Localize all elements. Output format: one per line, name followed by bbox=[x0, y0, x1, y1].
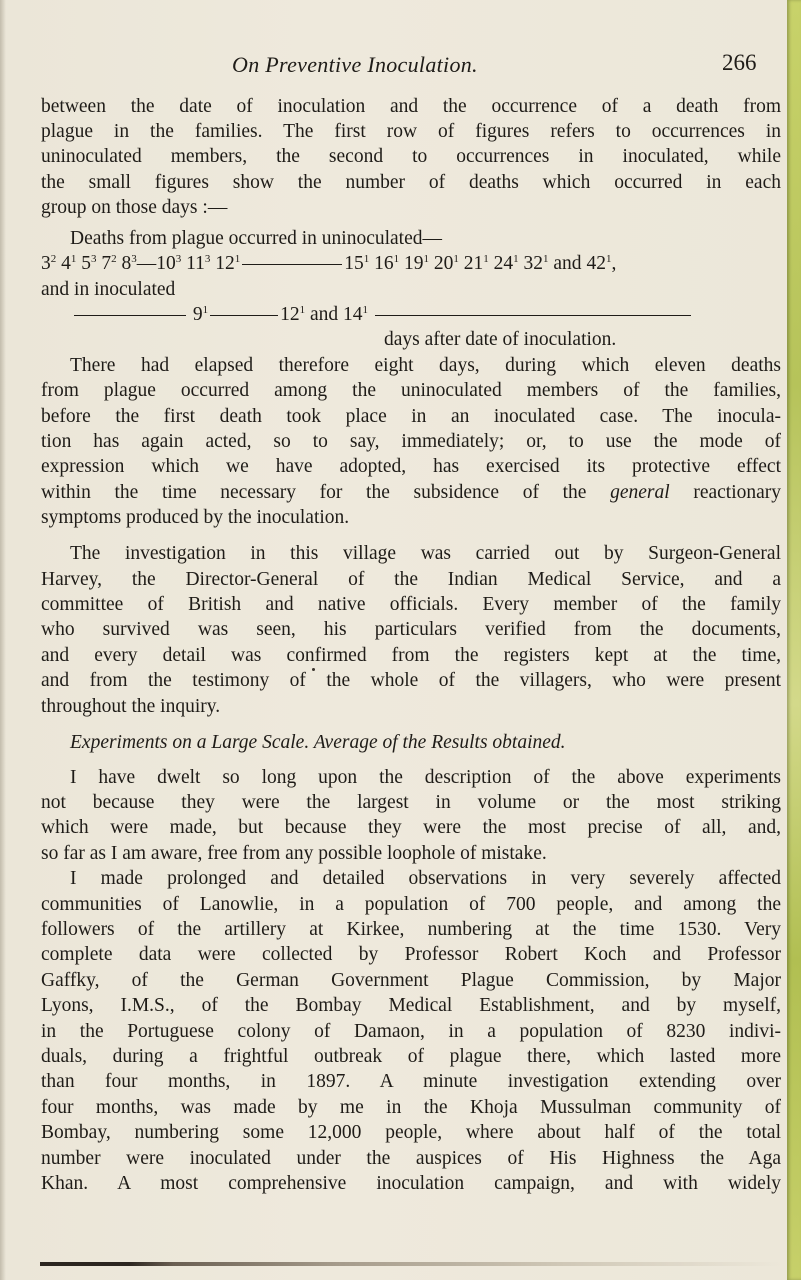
paragraph-line: throughout the inquiry. bbox=[41, 696, 221, 717]
paragraph-line: in the Portuguese colony of Damaon, in a population of 8230 indivi- bbox=[41, 1021, 781, 1042]
day-entry: $42^1$, bbox=[586, 253, 617, 274]
paragraph-line: so far as I am aware, free from any possible loophole of mistake. bbox=[41, 843, 547, 864]
gap-dash bbox=[74, 315, 186, 316]
paragraph-line: I have dwelt so long upon the description of the above experiments bbox=[70, 767, 781, 788]
paragraph-line: Bombay, numbering some 12,000 people, where about half of the total bbox=[41, 1122, 781, 1143]
paragraph-line: which were made, but because they were the most precise of all, and, bbox=[41, 817, 781, 838]
paragraph-line: and every detail was confirmed from the registers kept at the time, bbox=[41, 645, 781, 666]
paragraph-line: within the time necessary for the subsidence of the general reactionary bbox=[41, 482, 782, 503]
running-title: On Preventive Inoculation. bbox=[232, 52, 478, 77]
intro-line: between the date of inoculation and the occurrence of a death from bbox=[41, 96, 781, 117]
intro-line: group on those days :— bbox=[41, 197, 228, 218]
day-entry: $11^3$ bbox=[186, 253, 211, 274]
day-entry: $7^2$ bbox=[101, 253, 117, 274]
emphasis-text: general bbox=[610, 482, 670, 503]
paragraph-line: before the first death took place in an inoculated case. The inocula- bbox=[41, 406, 781, 427]
day-entry: $24^1$ bbox=[493, 253, 519, 274]
day-entry: $19^1$ bbox=[404, 253, 430, 274]
day-entry: $8^3$ bbox=[121, 253, 137, 274]
intro-line: uninoculated members, the second to occurrences in inoculated, while bbox=[41, 146, 781, 167]
gap-dash bbox=[210, 315, 278, 316]
paragraph-line: I made prolonged and detailed observations in very severely affected bbox=[70, 868, 781, 889]
paragraph-line: from plague occurred among the uninoculated members of the families, bbox=[41, 380, 781, 401]
day-entry: $4^1$ bbox=[61, 253, 77, 274]
page-edge-binding bbox=[787, 0, 801, 1280]
section-heading: Experiments on a Large Scale. Average of the Results obtained. bbox=[70, 732, 566, 753]
paragraph-line: not because they were the largest in volume or the most striking bbox=[41, 792, 781, 813]
day-entry: $3^2$ bbox=[41, 253, 57, 274]
day-entry: $20^1$ bbox=[433, 253, 459, 274]
page-gutter-shadow bbox=[0, 0, 6, 1280]
paragraph-line: expression which we have adopted, has exercised its protective effect bbox=[41, 456, 781, 477]
day-entry: $21^1$ bbox=[463, 253, 489, 274]
paragraph-line: symptoms produced by the inoculation. bbox=[41, 507, 350, 528]
intro-line: plague in the families. The first row of figures refers to occurrences in bbox=[41, 121, 781, 142]
day-entry: $12^1$ bbox=[280, 304, 306, 325]
paragraph-line: complete data were collected by Professor Robert Koch and Professor bbox=[41, 944, 781, 965]
day-entry: $16^1$ bbox=[374, 253, 400, 274]
inoculated-row bbox=[72, 302, 693, 328]
paragraph-line: followers of the artillery at Kirkee, numbering at the time 1530. Very bbox=[41, 919, 781, 940]
table-heading-uninoculated: Deaths from plague occurred in uninoculated— bbox=[70, 228, 442, 249]
page-number: 266 bbox=[722, 50, 757, 75]
paragraph-line: duals, during a frightful outbreak of plague there, which lasted more bbox=[41, 1046, 781, 1067]
uninoculated-row bbox=[41, 251, 616, 277]
day-entry: $15^1$ bbox=[344, 253, 370, 274]
paragraph-line: Khan. A most comprehensive inoculation campaign, and with widely bbox=[41, 1173, 781, 1194]
bottom-edge-rule bbox=[40, 1262, 782, 1266]
paragraph-line: communities of Lanowlie, in a population of 700 people, and among the bbox=[41, 894, 781, 915]
paragraph-line: than four months, in 1897. A minute investigation extending over bbox=[41, 1071, 781, 1092]
and-word: and bbox=[310, 304, 339, 325]
intro-line: the small figures show the number of deaths which occurred in each bbox=[41, 172, 781, 193]
day-entry: $14^1$ bbox=[343, 304, 369, 325]
day-entry: $12^1$ bbox=[215, 253, 241, 274]
day-entry: $5^3$ bbox=[81, 253, 97, 274]
gap-dash bbox=[242, 264, 342, 265]
and-word: and bbox=[553, 253, 582, 274]
table-footer: days after date of inoculation. bbox=[384, 329, 617, 350]
paragraph-line: number were inoculated under the auspices of His Highness the Aga bbox=[41, 1148, 781, 1169]
gap-dash bbox=[375, 315, 691, 316]
paragraph-line: who survived was seen, his particulars verified from the documents, bbox=[41, 619, 781, 640]
table-heading-inoculated: and in inoculated bbox=[41, 279, 176, 300]
paragraph-line: tion has again acted, so to say, immediately; or, to use the mode of bbox=[41, 431, 781, 452]
paragraph-line: Harvey, the Director-General of the Indian Medical Service, and a bbox=[41, 569, 781, 590]
paragraph-line: There had elapsed therefore eight days, during which eleven deaths bbox=[70, 355, 781, 376]
day-entry: $—10^3$ bbox=[136, 253, 182, 274]
day-entry: $9^1$ bbox=[192, 304, 209, 325]
page-header bbox=[0, 46, 801, 86]
day-entry: $32^1$ bbox=[523, 253, 549, 274]
paragraph-line: The investigation in this village was carried out by Surgeon-General bbox=[70, 543, 781, 564]
paragraph-line: Lyons, I.M.S., of the Bombay Medical Establishment, and by myself, bbox=[41, 995, 781, 1016]
paragraph-line: four months, was made by me in the Khoja Mussulman community of bbox=[41, 1097, 781, 1118]
paragraph-line: Gaffky, of the German Government Plague Commission, by Major bbox=[41, 970, 781, 991]
paragraph-line: committee of British and native officials. Every member of the family bbox=[41, 594, 781, 615]
paragraph-line: and from the testimony of the whole of the villagers, who were present bbox=[41, 670, 781, 691]
